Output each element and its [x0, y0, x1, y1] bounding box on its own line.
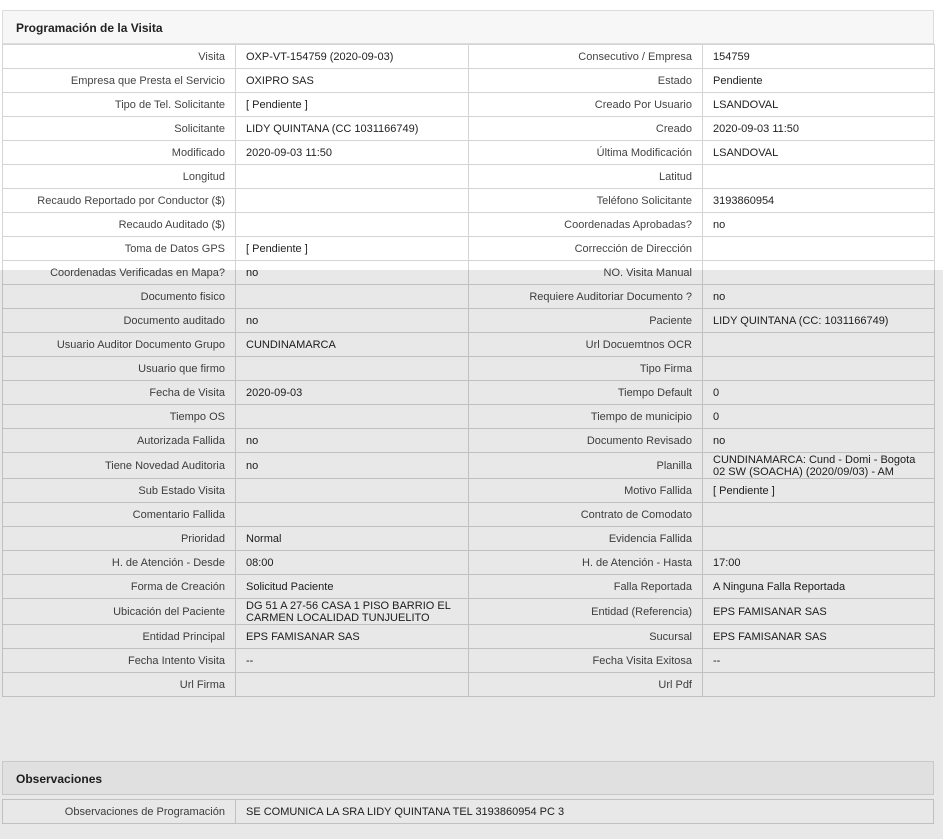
field-label: Url Docuemtnos OCR — [469, 333, 703, 357]
field-value — [703, 357, 935, 381]
field-value — [236, 357, 469, 381]
field-label: Fecha de Visita — [3, 381, 236, 405]
field-value: Solicitud Paciente — [236, 575, 469, 599]
field-value: [ Pendiente ] — [236, 93, 469, 117]
field-label: Falla Reportada — [469, 575, 703, 599]
field-label: Fecha Intento Visita — [3, 649, 236, 673]
observaciones-table — [2, 799, 934, 824]
field-value: no — [703, 213, 935, 237]
table-row — [3, 165, 935, 189]
field-label: Motivo Fallida — [469, 479, 703, 503]
field-value: EPS FAMISANAR SAS — [703, 599, 935, 625]
field-value: no — [236, 261, 469, 285]
field-label: Visita — [3, 45, 236, 69]
field-value: no — [703, 429, 935, 453]
field-value: [ Pendiente ] — [703, 479, 935, 503]
table-row — [3, 479, 935, 503]
field-value: 0 — [703, 405, 935, 429]
table-row — [3, 503, 935, 527]
field-value: 2020-09-03 11:50 — [703, 117, 935, 141]
details-table — [2, 44, 935, 697]
field-value: EPS FAMISANAR SAS — [236, 625, 469, 649]
field-label: Latitud — [469, 165, 703, 189]
field-label: NO. Visita Manual — [469, 261, 703, 285]
field-label: Documento auditado — [3, 309, 236, 333]
field-label: Solicitante — [3, 117, 236, 141]
field-label: Ubicación del Paciente — [3, 599, 236, 625]
field-label: Estado — [469, 69, 703, 93]
field-label: Tipo de Tel. Solicitante — [3, 93, 236, 117]
field-label: H. de Atención - Hasta — [469, 551, 703, 575]
field-label: Forma de Creación — [3, 575, 236, 599]
section-title: Observaciones — [2, 761, 934, 795]
field-value — [236, 503, 469, 527]
field-label: H. de Atención - Desde — [3, 551, 236, 575]
table-row — [3, 649, 935, 673]
field-value — [703, 333, 935, 357]
programacion-section — [2, 10, 934, 697]
field-value: 2020-09-03 — [236, 381, 469, 405]
field-value: LSANDOVAL — [703, 141, 935, 165]
table-row — [3, 429, 935, 453]
field-label: Url Firma — [3, 673, 236, 697]
field-label: Comentario Fallida — [3, 503, 236, 527]
field-label: Prioridad — [3, 527, 236, 551]
table-row — [3, 309, 935, 333]
table-row — [3, 381, 935, 405]
field-value: LSANDOVAL — [703, 93, 935, 117]
table-row — [3, 357, 935, 381]
field-label: Corrección de Dirección — [469, 237, 703, 261]
field-value — [703, 673, 935, 697]
field-label: Planilla — [469, 453, 703, 479]
field-label: Recaudo Reportado por Conductor ($) — [3, 189, 236, 213]
field-label: Observaciones de Programación — [3, 800, 236, 824]
field-value: OXIPRO SAS — [236, 69, 469, 93]
field-value — [703, 527, 935, 551]
table-row — [3, 599, 935, 625]
field-label: Longitud — [3, 165, 236, 189]
field-label: Tiempo Default — [469, 381, 703, 405]
field-label: Tiene Novedad Auditoria — [3, 453, 236, 479]
table-row — [3, 551, 935, 575]
field-value: CUNDINAMARCA — [236, 333, 469, 357]
observaciones-section — [2, 761, 934, 824]
field-label: Tiempo de municipio — [469, 405, 703, 429]
field-value — [703, 503, 935, 527]
field-label: Empresa que Presta el Servicio — [3, 69, 236, 93]
field-value: Normal — [236, 527, 469, 551]
field-label: Contrato de Comodato — [469, 503, 703, 527]
field-value: 2020-09-03 11:50 — [236, 141, 469, 165]
field-value: A Ninguna Falla Reportada — [703, 575, 935, 599]
field-label: Tipo Firma — [469, 357, 703, 381]
field-value: 08:00 — [236, 551, 469, 575]
field-value: CUNDINAMARCA: Cund - Domi - Bogota 02 SW (SOACHA) (2020/09/03) - AM — [703, 453, 935, 479]
field-label: Última Modificación — [469, 141, 703, 165]
field-value: no — [236, 429, 469, 453]
field-value: DG 51 A 27-56 CASA 1 PISO BARRIO EL CARMEN LOCALIDAD TUNJUELITO — [236, 599, 469, 625]
table-row — [3, 189, 935, 213]
field-label: Coordenadas Aprobadas? — [469, 213, 703, 237]
table-row — [3, 625, 935, 649]
field-label: Entidad (Referencia) — [469, 599, 703, 625]
table-row — [3, 453, 935, 479]
field-label: Documento fisico — [3, 285, 236, 309]
field-value: Pendiente — [703, 69, 935, 93]
field-value — [703, 261, 935, 285]
field-value: -- — [703, 649, 935, 673]
table-row — [3, 237, 935, 261]
field-label: Toma de Datos GPS — [3, 237, 236, 261]
field-label: Url Pdf — [469, 673, 703, 697]
table-row — [3, 141, 935, 165]
field-value — [236, 673, 469, 697]
table-row — [3, 527, 935, 551]
table-row — [3, 575, 935, 599]
field-value: EPS FAMISANAR SAS — [703, 625, 935, 649]
field-value: 0 — [703, 381, 935, 405]
field-value — [236, 213, 469, 237]
field-value — [236, 405, 469, 429]
field-label: Requiere Auditoriar Documento ? — [469, 285, 703, 309]
field-label: Creado — [469, 117, 703, 141]
field-label: Modificado — [3, 141, 236, 165]
table-row — [3, 117, 935, 141]
field-label: Creado Por Usuario — [469, 93, 703, 117]
field-label: Consecutivo / Empresa — [469, 45, 703, 69]
section-title: Programación de la Visita — [2, 10, 934, 44]
table-row — [3, 285, 935, 309]
field-label: Recaudo Auditado ($) — [3, 213, 236, 237]
field-value — [703, 237, 935, 261]
table-row — [3, 93, 935, 117]
table-row — [3, 333, 935, 357]
table-row — [3, 45, 935, 69]
table-row — [3, 213, 935, 237]
field-label: Usuario que firmo — [3, 357, 236, 381]
field-label: Evidencia Fallida — [469, 527, 703, 551]
field-value: SE COMUNICA LA SRA LIDY QUINTANA TEL 3193860954 PC 3 — [236, 800, 934, 824]
field-value: no — [236, 453, 469, 479]
field-value: LIDY QUINTANA (CC 1031166749) — [236, 117, 469, 141]
table-row — [3, 261, 935, 285]
field-value — [703, 165, 935, 189]
field-value: no — [703, 285, 935, 309]
field-value: [ Pendiente ] — [236, 237, 469, 261]
field-label: Usuario Auditor Documento Grupo — [3, 333, 236, 357]
field-value — [236, 479, 469, 503]
field-label: Paciente — [469, 309, 703, 333]
field-label: Tiempo OS — [3, 405, 236, 429]
field-value: LIDY QUINTANA (CC: 1031166749) — [703, 309, 935, 333]
field-value: 154759 — [703, 45, 935, 69]
field-label: Sub Estado Visita — [3, 479, 236, 503]
field-value: 3193860954 — [703, 189, 935, 213]
field-label: Teléfono Solicitante — [469, 189, 703, 213]
field-label: Coordenadas Verificadas en Mapa? — [3, 261, 236, 285]
field-value — [236, 189, 469, 213]
field-value: -- — [236, 649, 469, 673]
field-value: 17:00 — [703, 551, 935, 575]
table-row — [3, 800, 934, 824]
field-value — [236, 285, 469, 309]
table-row — [3, 69, 935, 93]
field-label: Autorizada Fallida — [3, 429, 236, 453]
field-label: Documento Revisado — [469, 429, 703, 453]
field-label: Fecha Visita Exitosa — [469, 649, 703, 673]
field-value — [236, 165, 469, 189]
table-row — [3, 405, 935, 429]
field-label: Sucursal — [469, 625, 703, 649]
field-label: Entidad Principal — [3, 625, 236, 649]
field-value: OXP-VT-154759 (2020-09-03) — [236, 45, 469, 69]
table-row — [3, 673, 935, 697]
field-value: no — [236, 309, 469, 333]
